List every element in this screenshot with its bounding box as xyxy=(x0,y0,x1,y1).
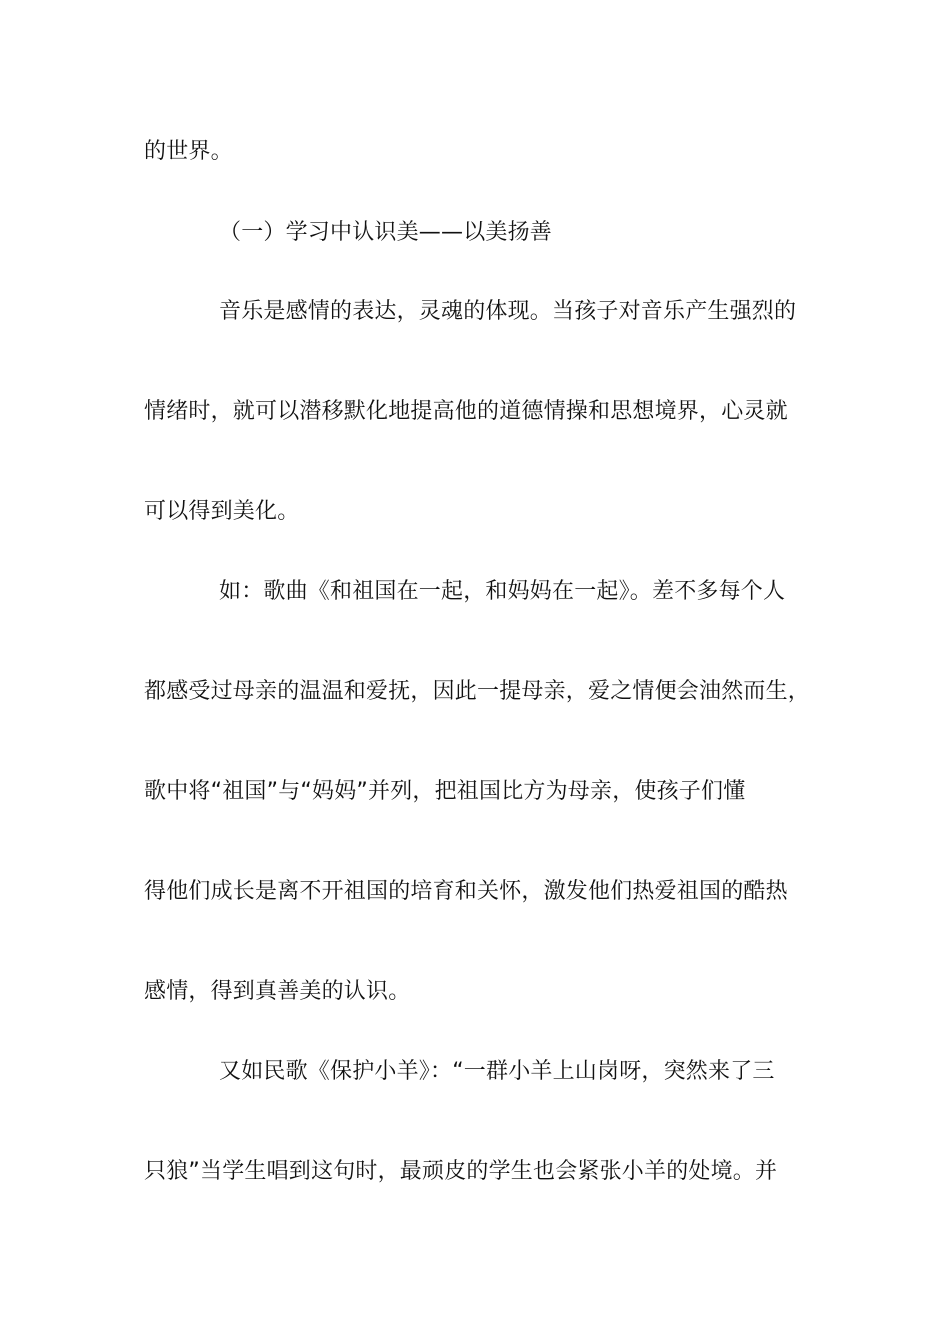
paragraph-line: 只狼”当学生唱到这句时，最顽皮的学生也会紧张小羊的处境。并 xyxy=(144,1159,778,1184)
paragraph-line: 如：歌曲《和祖国在一起，和妈妈在一起》。差不多每个人 xyxy=(219,579,786,604)
paragraph-line: 得他们成长是离不开祖国的培育和关怀，激发他们热爱祖国的酷热 xyxy=(144,879,788,904)
paragraph-line: 感情，得到真善美的认识。 xyxy=(144,979,411,1004)
paragraph-line: 歌中将“祖国”与“妈妈”并列，把祖国比方为母亲，使孩子们懂 xyxy=(144,779,746,804)
section-heading: （一）学习中认识美——以美扬善 xyxy=(219,220,553,245)
paragraph-line: 情绪时，就可以潜移默化地提高他的道德情操和思想境界，心灵就 xyxy=(144,399,788,424)
paragraph-line: 都感受过母亲的温温和爱抚，因此一提母亲，爱之情便会油然而生， xyxy=(144,679,811,704)
paragraph-line: 又如民歌《保护小羊》：“一群小羊上山岗呀，突然来了三 xyxy=(219,1059,775,1084)
paragraph-line: 音乐是感情的表达，灵魂的体现。当孩子对音乐产生强烈的 xyxy=(219,299,797,324)
paragraph-line: 的世界。 xyxy=(144,139,233,164)
paragraph-line: 可以得到美化。 xyxy=(144,499,300,524)
